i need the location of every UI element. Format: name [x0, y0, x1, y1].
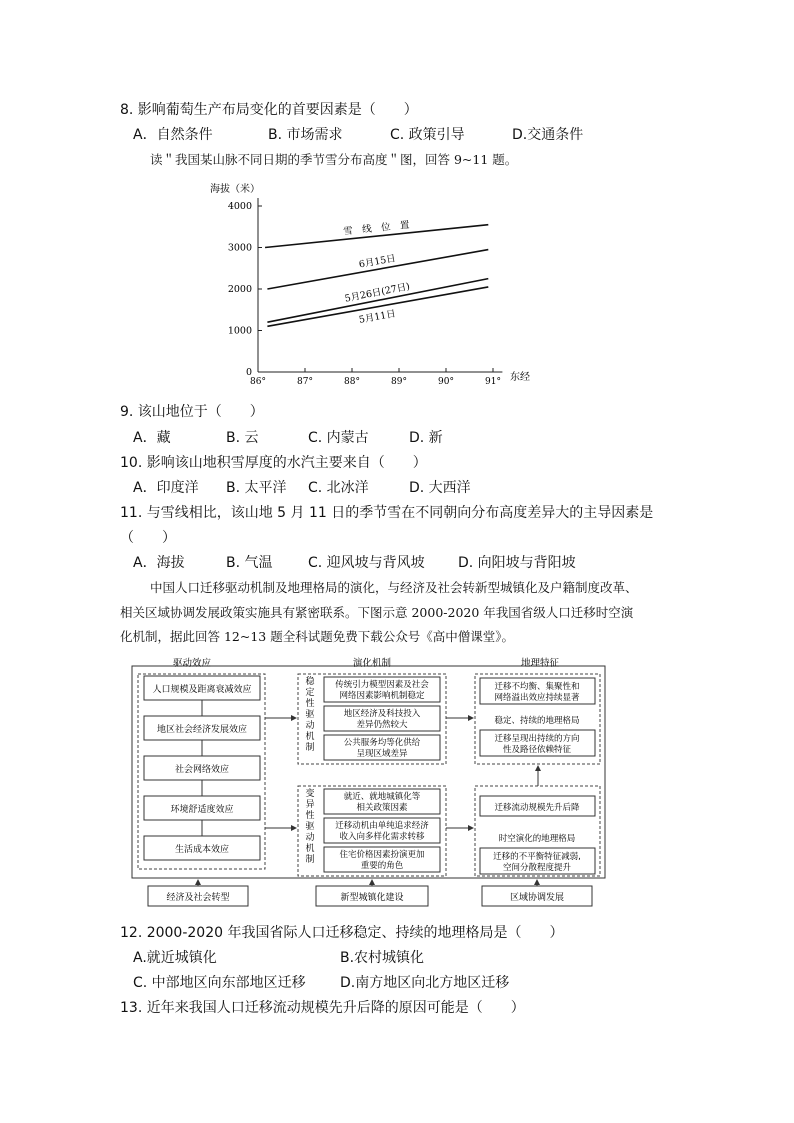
geo-stable-text: 性及路径依赖特征	[502, 745, 572, 755]
stable-item-text: 公共服务均等化供给	[343, 738, 421, 748]
bottom-label: 区域协调发展	[509, 893, 565, 903]
question-13-stem: 13. 近年来我国人口迁移流动规模先升后降的原因可能是（ ）	[120, 1000, 525, 1016]
effect-label: 地区社会经济发展效应	[156, 725, 248, 735]
variable-item-text: 迁移动机由单纯追求经济	[335, 821, 429, 831]
vertical-char: 制	[305, 855, 315, 865]
q9-option-c: C. 内蒙古	[308, 430, 369, 446]
col-title-geo: 地理特征	[520, 658, 560, 669]
y-tick-label: 4000	[227, 201, 252, 212]
x-tick-label: 90°	[438, 377, 454, 387]
q11-option-b: B. 气温	[226, 555, 273, 571]
q10-option-b: B. 太平洋	[226, 480, 287, 496]
geo-dynamic-text: 迁移的不平衡特征减弱,	[493, 852, 581, 862]
x-tick-label: 89°	[391, 377, 407, 387]
intro-12-13-line1: 中国人口迁移驱动机制及地理格局的演化，与经济及社会转新型城镇化及户籍制度改革、	[150, 580, 638, 595]
effect-label: 社会网络效应	[174, 765, 230, 775]
vertical-char: 驱	[305, 710, 315, 720]
y-tick-label: 3000	[227, 242, 252, 254]
geo-dynamic-text: 时空演化的地理格局	[498, 834, 576, 844]
question-11-stem: 11. 与雪线相比，该山地 5 月 11 日的季节雪在不同朝向分布高度差异大的主导因素是	[120, 505, 654, 521]
stable-item-text: 传统引力模型因素及社会	[335, 680, 429, 690]
geo-dynamic-text: 迁移流动规模先升后降	[494, 803, 580, 813]
geo-stable-text: 迁移不均衡、集聚性和	[494, 682, 580, 692]
col-title-mechanism: 演化机制	[352, 658, 392, 669]
migration-mechanism-diagram	[130, 656, 608, 908]
variable-item-text: 相关政策因素	[356, 803, 408, 813]
question-9-stem: 9. 该山地位于（ ）	[120, 404, 264, 420]
q11-option-a: A．海拔	[133, 555, 185, 571]
geo-stable-text: 稳定、持续的地理格局	[494, 716, 580, 726]
stable-item-text: 网络因素影响机制稳定	[339, 691, 425, 701]
y-tick-label: 2000	[227, 284, 252, 295]
q8-option-a: A．自然条件	[133, 127, 213, 143]
geo-dynamic-text: 空间分散程度提升	[502, 863, 572, 873]
q10-option-d: D. 大西洋	[409, 480, 471, 496]
variable-label	[305, 787, 314, 865]
q9-option-d: D. 新	[409, 430, 443, 446]
q9-option-a: A．藏	[133, 430, 171, 446]
x-tick-label: 87°	[297, 377, 313, 387]
intro-12-13-line2: 相关区域协调发展政策实施具有紧密联系。下图示意 2000-2020 年我国省级人口迁移时空演	[120, 605, 634, 620]
series-label-3: 5月26日(27日)	[343, 281, 411, 305]
q12-option-b: B.农村城镇化	[340, 950, 425, 966]
col-title-drivers: 驱动效应	[172, 658, 212, 669]
vertical-char: 性	[305, 811, 315, 821]
snow-height-chart	[210, 180, 540, 390]
vertical-char: 性	[305, 699, 315, 709]
geo-stable-text: 迁移呈现出持续的方向	[494, 734, 580, 744]
x-tick-label: 86°	[250, 377, 266, 387]
q10-option-c: C. 北冰洋	[308, 480, 369, 496]
q10-option-a: A．印度洋	[133, 480, 199, 496]
bottom-label: 新型城镇化建设	[340, 893, 404, 903]
vertical-char: 异	[305, 800, 315, 810]
series-label-4: 5月11日	[358, 308, 397, 326]
q11-option-d: D. 向阳坡与背阳坡	[458, 555, 576, 571]
vertical-char: 制	[305, 743, 315, 753]
variable-item-text: 重要的角色	[360, 861, 404, 871]
variable-item-text: 收入向多样化需求转移	[339, 832, 425, 842]
vertical-char: 动	[305, 721, 315, 731]
intro-9-11: 读＂我国某山脉不同日期的季节雪分布高度＂图，回答 9~11 题。	[150, 152, 518, 167]
effect-label: 生活成本效应	[174, 845, 230, 855]
question-8-stem: 8. 影响葡萄生产布局变化的首要因素是（ ）	[120, 102, 418, 118]
vertical-char: 稳	[305, 677, 315, 687]
x-tick-label: 88°	[344, 377, 360, 387]
y-axis-label: 海拔（米）	[210, 184, 260, 195]
stable-item-text: 呈现区域差异	[356, 749, 408, 759]
q8-option-b: B. 市场需求	[268, 127, 343, 143]
q12-option-a: A.就近城镇化	[133, 950, 217, 966]
vertical-char: 定	[305, 688, 315, 698]
question-11-stem-cont: （ ）	[120, 530, 176, 546]
x-tick-label: 91°	[485, 377, 501, 387]
q8-option-d: D.交通条件	[512, 127, 584, 143]
q11-option-c: C. 迎风坡与背风坡	[308, 555, 425, 571]
vertical-char: 机	[305, 732, 315, 742]
vertical-char: 变	[305, 789, 315, 799]
q12-option-c: C. 中部地区向东部地区迁移	[133, 975, 306, 991]
variable-item-text: 就近、就地城镇化等	[343, 792, 421, 802]
vertical-char: 机	[305, 844, 315, 854]
bottom-label: 经济及社会转型	[166, 893, 230, 903]
series-label-2: 6月15日	[358, 253, 397, 271]
geo-stable-text: 网络溢出效应持续显著	[494, 693, 580, 703]
y-tick-label: 0	[245, 367, 252, 378]
series-label-1: 雪 线 位 置	[342, 219, 411, 238]
y-tick-label: 1000	[227, 325, 252, 337]
x-axis-label: 东经	[510, 372, 530, 383]
q12-option-d: D.南方地区向北方地区迁移	[340, 975, 510, 991]
effect-label: 人口规模及距离衰减效应	[152, 685, 252, 695]
stable-item-text: 差异仍然较大	[356, 720, 408, 730]
intro-12-13-line3: 化机制，据此回答 12~13 题全科试题免费下载公众号《高中僧课堂》。	[120, 629, 514, 644]
stable-item-text: 地区经济及科技投入	[343, 709, 421, 719]
question-12-stem: 12. 2000-2020 年我国省际人口迁移稳定、持续的地理格局是（ ）	[120, 925, 564, 941]
stable-label	[305, 675, 315, 753]
variable-item-text: 住宅价格因素扮演更加	[339, 850, 425, 860]
vertical-char: 驱	[305, 822, 315, 832]
q9-option-b: B. 云	[226, 430, 259, 446]
effect-label: 环境舒适度效应	[170, 805, 234, 815]
q8-option-c: C. 政策引导	[390, 127, 465, 143]
question-10-stem: 10. 影响该山地积雪厚度的水汽主要来自（ ）	[120, 455, 427, 471]
vertical-char: 动	[305, 833, 315, 843]
